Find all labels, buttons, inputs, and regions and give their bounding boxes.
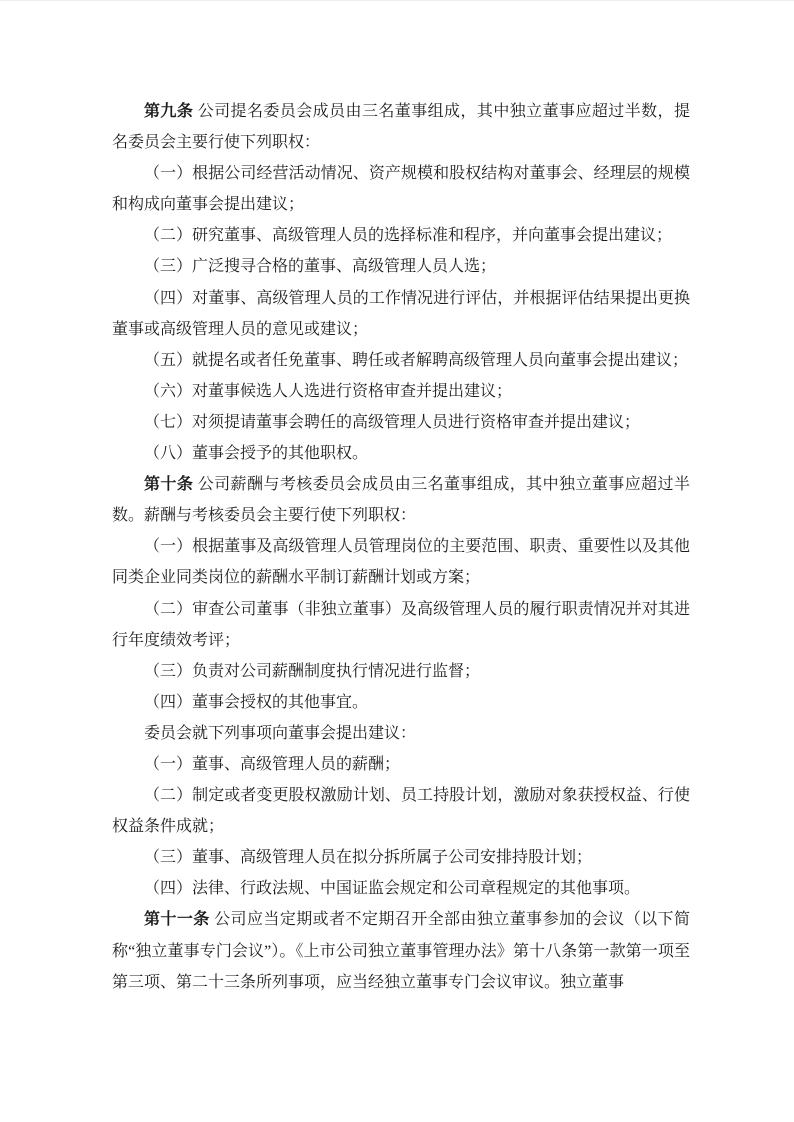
paragraph: （二）研究董事、高级管理人员的选择标准和程序，并向董事会提出建议； <box>144 227 673 245</box>
article-paragraph: 第九条 公司提名委员会成员由三名董事组成，其中独立董事应超过半数，提名委员会主要行使下列职权： <box>112 103 690 152</box>
article-paragraph: 第十一条 公司应当定期或者不定期召开全部由独立董事参加的会议（以下简称“独立董事专门会议”）。《上市公司独立董事管理办法》第十八条第一款第一项至第三项、第二十三条所列事项，应当经独立董事专门会议审议。独立董事 <box>112 911 690 991</box>
paragraph: （一）根据公司经营活动情况、资产规模和股权结构对董事会、经理层的规模和构成向董事会提出建议； <box>112 165 690 214</box>
paragraph: （一）根据董事及高级管理人员管理岗位的主要范围、职责、重要性以及其他同类企业同类岗位的薪酬水平制订薪酬计划或方案； <box>112 538 690 587</box>
document-body <box>112 96 690 998</box>
article-number: 第十一条 <box>144 911 210 929</box>
article-number: 第九条 <box>144 103 194 120</box>
paragraph: （八）董事会授予的其他职权。 <box>144 445 369 463</box>
paragraph: 委员会就下列事项向董事会提出建议： <box>144 724 417 742</box>
article-paragraph: 第十条 公司薪酬与考核委员会成员由三名董事组成，其中独立董事应超过半数。薪酬与考核委员会主要行使下列职权： <box>112 476 690 525</box>
paragraph: （二）审查公司董事（非独立董事）及高级管理人员的履行职责情况并对其进行年度绩效考评； <box>112 600 690 649</box>
paragraph: （四）对董事、高级管理人员的工作情况进行评估，并根据评估结果提出更换董事或高级管理人员的意见或建议； <box>112 289 690 338</box>
paragraph: （四）董事会授权的其他事宜。 <box>144 693 369 711</box>
paragraph: （一）董事、高级管理人员的薪酬； <box>144 755 401 773</box>
paragraph: （三）董事、高级管理人员在拟分拆所属子公司安排持股计划； <box>144 849 593 867</box>
paragraph: （五）就提名或者任免董事、聘任或者解聘高级管理人员向董事会提出建议； <box>144 351 689 369</box>
paragraph: （三）广泛搜寻合格的董事、高级管理人员人选； <box>144 258 497 276</box>
paragraph: （四）法律、行政法规、中国证监会规定和公司章程规定的其他事项。 <box>144 880 641 898</box>
paragraph: （七）对须提请董事会聘任的高级管理人员进行资格审查并提出建议； <box>144 413 641 431</box>
paragraph: （六）对董事候选人人选进行资格审查并提出建议； <box>144 382 513 400</box>
paragraph: （三）负责对公司薪酬制度执行情况进行监督； <box>144 662 481 680</box>
article-number: 第十条 <box>144 476 194 494</box>
paragraph: （二）制定或者变更股权激励计划、员工持股计划，激励对象获授权益、行使权益条件成就； <box>112 787 690 836</box>
